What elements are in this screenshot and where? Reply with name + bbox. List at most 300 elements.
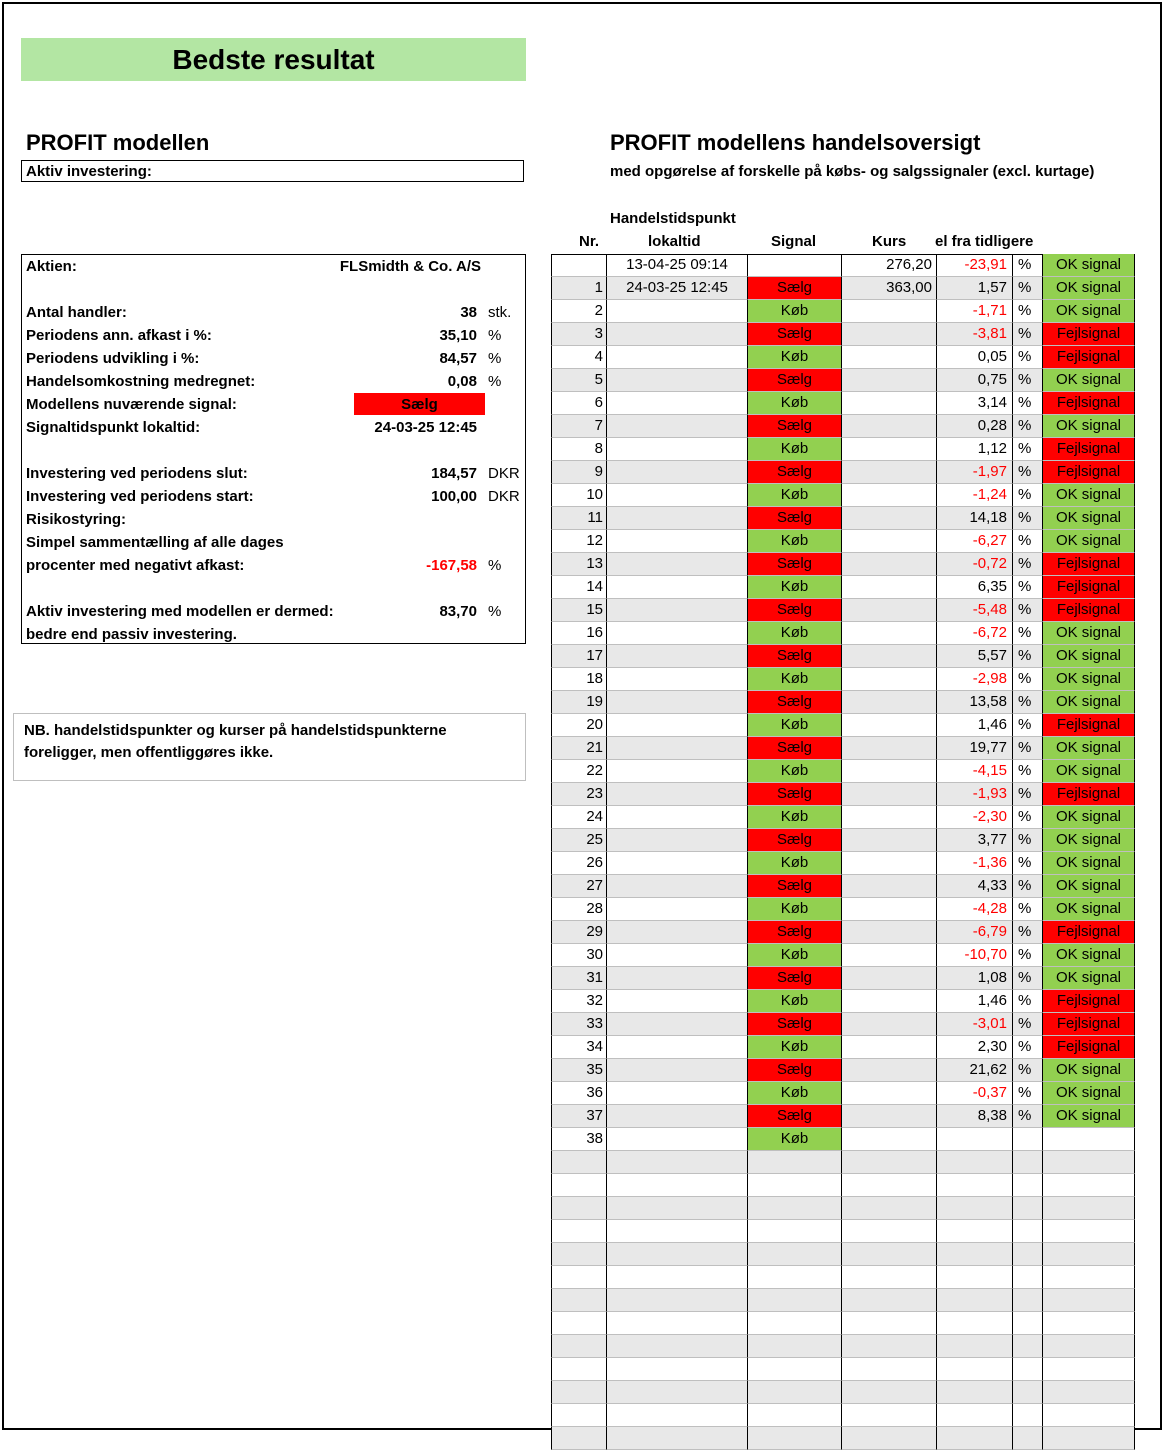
cell-diff (936, 1289, 1012, 1312)
cell-time (606, 783, 747, 806)
cell-nr: 9 (551, 461, 606, 484)
cell-signal: Sælg (747, 507, 841, 530)
trades-value: 38 (460, 304, 477, 321)
cell-nr (551, 1243, 606, 1266)
cell-eval: Fejlsignal (1042, 1036, 1135, 1059)
cell-pct: % (1012, 553, 1042, 576)
cell-eval (1042, 1312, 1135, 1335)
cell-eval: OK signal (1042, 415, 1135, 438)
cell-pct: % (1012, 576, 1042, 599)
cell-pct: % (1012, 346, 1042, 369)
cell-nr: 11 (551, 507, 606, 530)
cell-nr: 19 (551, 691, 606, 714)
cell-diff: -1,71 (936, 300, 1012, 323)
cell-nr: 14 (551, 576, 606, 599)
cell-kurs (841, 645, 936, 668)
cell-eval: Fejlsignal (1042, 599, 1135, 622)
cell-nr: 6 (551, 392, 606, 415)
table-row (551, 852, 1135, 875)
cell-time (606, 806, 747, 829)
left-title: PROFIT modellen (26, 130, 210, 155)
cell-diff: 1,57 (936, 277, 1012, 300)
cell-kurs (841, 1197, 936, 1220)
cell-eval: Fejlsignal (1042, 783, 1135, 806)
cell-pct: % (1012, 254, 1042, 277)
cell-pct (1012, 1404, 1042, 1427)
cell-kurs (841, 484, 936, 507)
cell-time (606, 1381, 747, 1404)
cell-nr (551, 1312, 606, 1335)
cell-diff: 13,58 (936, 691, 1012, 714)
cell-pct: % (1012, 1105, 1042, 1128)
cell-signal: Sælg (747, 369, 841, 392)
disclaimer-note (13, 713, 526, 781)
table-row (551, 507, 1135, 530)
cell-diff: 0,75 (936, 369, 1012, 392)
cell-kurs (841, 829, 936, 852)
cell-diff (936, 1220, 1012, 1243)
cell-pct: % (1012, 1036, 1042, 1059)
table-row (551, 484, 1135, 507)
active1-label: Aktiv investering med modellen er dermed: (26, 603, 334, 620)
cell-signal: Sælg (747, 323, 841, 346)
cell-pct (1012, 1220, 1042, 1243)
cell-nr: 1 (551, 277, 606, 300)
table-row (551, 1174, 1135, 1197)
cell-time (606, 760, 747, 783)
cell-signal: Sælg (747, 461, 841, 484)
cell-kurs (841, 1059, 936, 1082)
table-row (551, 553, 1135, 576)
cell-time (606, 415, 747, 438)
cell-pct: % (1012, 760, 1042, 783)
cell-diff: -3,01 (936, 1013, 1012, 1036)
header-time-line2: lokaltid (648, 233, 701, 250)
cell-signal: Sælg (747, 967, 841, 990)
table-row (551, 346, 1135, 369)
cell-signal: Sælg (747, 599, 841, 622)
cell-signal (747, 1289, 841, 1312)
cell-diff: -6,79 (936, 921, 1012, 944)
cell-kurs (841, 691, 936, 714)
simple2-row (22, 554, 525, 577)
cell-time (606, 530, 747, 553)
cell-eval: OK signal (1042, 369, 1135, 392)
cell-time (606, 668, 747, 691)
cell-pct (1012, 1151, 1042, 1174)
cell-time (606, 875, 747, 898)
cell-nr: 13 (551, 553, 606, 576)
development-row (22, 347, 525, 370)
table-row (551, 1082, 1135, 1105)
cell-pct (1012, 1289, 1042, 1312)
signal-row (22, 393, 525, 416)
cell-pct: % (1012, 484, 1042, 507)
cost-value: 0,08 (447, 373, 477, 390)
cell-kurs (841, 1289, 936, 1312)
cell-eval (1042, 1427, 1135, 1450)
development-unit: % (488, 350, 502, 367)
cell-eval: OK signal (1042, 622, 1135, 645)
table-row (551, 668, 1135, 691)
cell-diff: -2,30 (936, 806, 1012, 829)
cell-signal: Køb (747, 622, 841, 645)
cell-kurs (841, 1082, 936, 1105)
cell-eval: OK signal (1042, 1059, 1135, 1082)
cell-pct: % (1012, 852, 1042, 875)
cell-kurs (841, 438, 936, 461)
cell-diff: -1,36 (936, 852, 1012, 875)
cell-pct: % (1012, 668, 1042, 691)
cell-kurs (841, 461, 936, 484)
table-row (551, 1197, 1135, 1220)
cell-time (606, 622, 747, 645)
cell-time (606, 852, 747, 875)
cell-nr: 38 (551, 1128, 606, 1151)
table-row (551, 1427, 1135, 1450)
table-row (551, 1335, 1135, 1358)
cell-kurs (841, 1128, 936, 1151)
cell-eval (1042, 1220, 1135, 1243)
cell-signal (747, 1381, 841, 1404)
cell-signal: Køb (747, 898, 841, 921)
cell-signal: Sælg (747, 829, 841, 852)
cell-diff: -1,97 (936, 461, 1012, 484)
trades-unit: stk. (488, 304, 512, 321)
cell-nr (551, 1404, 606, 1427)
cell-time (606, 1289, 747, 1312)
cell-pct (1012, 1312, 1042, 1335)
cell-time (606, 1335, 747, 1358)
cell-kurs (841, 990, 936, 1013)
table-row (551, 829, 1135, 852)
header-kurs: Kurs (872, 233, 907, 250)
cell-pct: % (1012, 1013, 1042, 1036)
cell-pct: % (1012, 737, 1042, 760)
cell-nr (551, 254, 606, 277)
cell-eval (1042, 1174, 1135, 1197)
cell-nr: 30 (551, 944, 606, 967)
right-title: PROFIT modellens handelsoversigt (610, 130, 981, 155)
cell-kurs (841, 1220, 936, 1243)
cell-diff: 21,62 (936, 1059, 1012, 1082)
cell-nr: 5 (551, 369, 606, 392)
cell-nr (551, 1197, 606, 1220)
right-subtitle: med opgørelse af forskelle på købs- og salgssignaler (excl. kurtage) (610, 163, 1095, 180)
cell-kurs (841, 967, 936, 990)
cell-time (606, 1243, 747, 1266)
cell-nr: 28 (551, 898, 606, 921)
note-line-2: foreligger, men offentliggøres ikke. (24, 744, 274, 761)
cell-diff: 8,38 (936, 1105, 1012, 1128)
cell-diff (936, 1243, 1012, 1266)
cell-time (606, 829, 747, 852)
cell-pct: % (1012, 599, 1042, 622)
signal-time-row (22, 416, 525, 439)
banner-title: Bedste resultat (21, 38, 526, 81)
cell-signal: Sælg (747, 1013, 841, 1036)
cell-diff: -6,27 (936, 530, 1012, 553)
table-row (551, 1128, 1135, 1151)
cell-nr: 8 (551, 438, 606, 461)
table-row (551, 323, 1135, 346)
cell-nr: 36 (551, 1082, 606, 1105)
table-row (551, 369, 1135, 392)
cell-eval (1042, 1404, 1135, 1427)
signal-time-value: 24-03-25 12:45 (374, 419, 477, 436)
cell-diff (936, 1266, 1012, 1289)
trades-label: Antal handler: (26, 304, 127, 321)
cell-signal: Køb (747, 714, 841, 737)
signal-label: Modellens nuværende signal: (26, 396, 237, 413)
cell-diff: 4,33 (936, 875, 1012, 898)
cell-signal: Køb (747, 1082, 841, 1105)
cell-nr (551, 1220, 606, 1243)
cell-nr: 37 (551, 1105, 606, 1128)
cell-pct: % (1012, 369, 1042, 392)
cell-time (606, 1220, 747, 1243)
cell-time (606, 990, 747, 1013)
cell-pct: % (1012, 277, 1042, 300)
cell-time (606, 1174, 747, 1197)
cell-diff (936, 1381, 1012, 1404)
cell-time (606, 645, 747, 668)
table-row (551, 277, 1135, 300)
cell-signal (747, 1335, 841, 1358)
cell-eval: Fejlsignal (1042, 576, 1135, 599)
cell-diff: 14,18 (936, 507, 1012, 530)
cell-pct (1012, 1335, 1042, 1358)
cell-diff (936, 1335, 1012, 1358)
cell-eval (1042, 1358, 1135, 1381)
table-row (551, 438, 1135, 461)
cell-eval: Fejlsignal (1042, 461, 1135, 484)
cell-time: 13-04-25 09:14 (606, 254, 747, 277)
cell-time (606, 1059, 747, 1082)
cell-diff: -0,72 (936, 553, 1012, 576)
cell-kurs (841, 760, 936, 783)
cell-kurs (841, 1174, 936, 1197)
cell-pct (1012, 1381, 1042, 1404)
cell-diff (936, 1128, 1012, 1151)
active1-value: 83,70 (439, 603, 477, 620)
cell-diff: -10,70 (936, 944, 1012, 967)
cell-time (606, 921, 747, 944)
cell-eval (1042, 1381, 1135, 1404)
cell-diff: -4,28 (936, 898, 1012, 921)
table-row (551, 1312, 1135, 1335)
cell-pct: % (1012, 461, 1042, 484)
cell-kurs (841, 415, 936, 438)
cell-pct (1012, 1174, 1042, 1197)
signal-time-label: Signaltidspunkt lokaltid: (26, 419, 201, 436)
cell-diff: -23,91 (936, 254, 1012, 277)
risk-row (22, 508, 525, 531)
table-row (551, 622, 1135, 645)
cell-kurs (841, 1427, 936, 1450)
cell-diff: 6,35 (936, 576, 1012, 599)
cell-time (606, 1266, 747, 1289)
cell-pct: % (1012, 967, 1042, 990)
cell-nr (551, 1151, 606, 1174)
note-line-1: NB. handelstidspunkter og kurser på handelstidspunkterne (24, 722, 447, 739)
cell-eval: OK signal (1042, 530, 1135, 553)
simple2-unit: % (488, 557, 502, 574)
cell-eval: Fejlsignal (1042, 1013, 1135, 1036)
cell-time (606, 1105, 747, 1128)
cell-diff: 0,05 (936, 346, 1012, 369)
cell-time (606, 484, 747, 507)
cell-kurs (841, 1266, 936, 1289)
table-row (551, 737, 1135, 760)
development-value: 84,57 (439, 350, 477, 367)
cell-signal (747, 254, 841, 277)
cell-time (606, 714, 747, 737)
cell-signal: Sælg (747, 553, 841, 576)
cell-diff: 5,57 (936, 645, 1012, 668)
table-row (551, 1358, 1135, 1381)
cell-diff: -0,37 (936, 1082, 1012, 1105)
cell-time (606, 1427, 747, 1450)
cell-signal: Sælg (747, 691, 841, 714)
cell-nr: 12 (551, 530, 606, 553)
cell-eval: OK signal (1042, 898, 1135, 921)
cost-row (22, 370, 525, 393)
cell-time (606, 737, 747, 760)
table-row (551, 599, 1135, 622)
active2-row (22, 623, 525, 646)
cell-kurs (841, 852, 936, 875)
cell-kurs (841, 1335, 936, 1358)
cell-kurs (841, 1358, 936, 1381)
cell-kurs (841, 346, 936, 369)
cell-pct: % (1012, 691, 1042, 714)
cell-eval (1042, 1197, 1135, 1220)
cell-kurs: 276,20 (841, 254, 936, 277)
active1-row (22, 600, 525, 623)
cell-nr: 15 (551, 599, 606, 622)
table-row (551, 1381, 1135, 1404)
cell-signal: Køb (747, 1128, 841, 1151)
cell-pct (1012, 1128, 1042, 1151)
cell-signal: Sælg (747, 1105, 841, 1128)
cell-eval: OK signal (1042, 300, 1135, 323)
cell-nr: 26 (551, 852, 606, 875)
table-row (551, 1059, 1135, 1082)
table-row (551, 1105, 1135, 1128)
cell-eval: Fejlsignal (1042, 553, 1135, 576)
end-inv-value: 184,57 (431, 465, 477, 482)
cell-nr: 17 (551, 645, 606, 668)
cell-eval (1042, 1243, 1135, 1266)
cell-time (606, 300, 747, 323)
start-inv-unit: DKR (488, 488, 520, 505)
cell-eval (1042, 1151, 1135, 1174)
cell-nr: 10 (551, 484, 606, 507)
table-row (551, 1036, 1135, 1059)
cell-diff: 2,30 (936, 1036, 1012, 1059)
cell-time (606, 1151, 747, 1174)
cell-nr: 23 (551, 783, 606, 806)
table-row (551, 1266, 1135, 1289)
end-inv-label: Investering ved periodens slut: (26, 465, 248, 482)
cell-kurs (841, 668, 936, 691)
cell-kurs: 363,00 (841, 277, 936, 300)
cell-eval: OK signal (1042, 760, 1135, 783)
end-inv-row (22, 462, 525, 485)
cell-nr: 2 (551, 300, 606, 323)
cell-diff: -5,48 (936, 599, 1012, 622)
cell-signal: Køb (747, 576, 841, 599)
cell-pct: % (1012, 806, 1042, 829)
stock-label: Aktien: (26, 258, 77, 275)
cell-nr: 4 (551, 346, 606, 369)
cell-nr: 32 (551, 990, 606, 1013)
cell-nr: 3 (551, 323, 606, 346)
cell-kurs (841, 300, 936, 323)
cell-eval: Fejlsignal (1042, 323, 1135, 346)
cell-eval: OK signal (1042, 1105, 1135, 1128)
cell-kurs (841, 783, 936, 806)
cell-nr (551, 1266, 606, 1289)
cell-signal: Sælg (747, 737, 841, 760)
cell-nr: 29 (551, 921, 606, 944)
cell-pct: % (1012, 875, 1042, 898)
cell-signal: Køb (747, 990, 841, 1013)
cell-time (606, 1404, 747, 1427)
cell-time (606, 576, 747, 599)
ann-return-label: Periodens ann. afkast i %: (26, 327, 212, 344)
cost-label: Handelsomkostning medregnet: (26, 373, 256, 390)
cell-diff: -2,98 (936, 668, 1012, 691)
cell-time (606, 553, 747, 576)
cell-eval: OK signal (1042, 829, 1135, 852)
table-row (551, 1151, 1135, 1174)
cell-diff: 3,14 (936, 392, 1012, 415)
cell-kurs (841, 1036, 936, 1059)
simple1-label: Simpel sammentælling af alle dages (26, 534, 284, 551)
cell-eval: Fejlsignal (1042, 921, 1135, 944)
cell-pct: % (1012, 323, 1042, 346)
cell-pct: % (1012, 300, 1042, 323)
cell-time (606, 1358, 747, 1381)
cell-kurs (841, 392, 936, 415)
cell-signal: Sælg (747, 277, 841, 300)
cell-nr: 35 (551, 1059, 606, 1082)
cell-pct: % (1012, 921, 1042, 944)
cell-kurs (841, 1151, 936, 1174)
cell-pct: % (1012, 898, 1042, 921)
cell-pct: % (1012, 1059, 1042, 1082)
cell-signal (747, 1312, 841, 1335)
table-row (551, 1220, 1135, 1243)
cell-signal: Køb (747, 944, 841, 967)
cell-signal (747, 1404, 841, 1427)
ann-return-row (22, 324, 525, 347)
start-inv-row (22, 485, 525, 508)
cell-eval: OK signal (1042, 806, 1135, 829)
cell-pct (1012, 1427, 1042, 1450)
cell-pct: % (1012, 415, 1042, 438)
cell-time (606, 1312, 747, 1335)
cell-eval: OK signal (1042, 1082, 1135, 1105)
cell-signal: Sælg (747, 783, 841, 806)
current-signal-badge: Sælg (354, 393, 485, 415)
cell-eval (1042, 1266, 1135, 1289)
cell-eval: Fejlsignal (1042, 392, 1135, 415)
cell-pct: % (1012, 622, 1042, 645)
cell-kurs (841, 553, 936, 576)
